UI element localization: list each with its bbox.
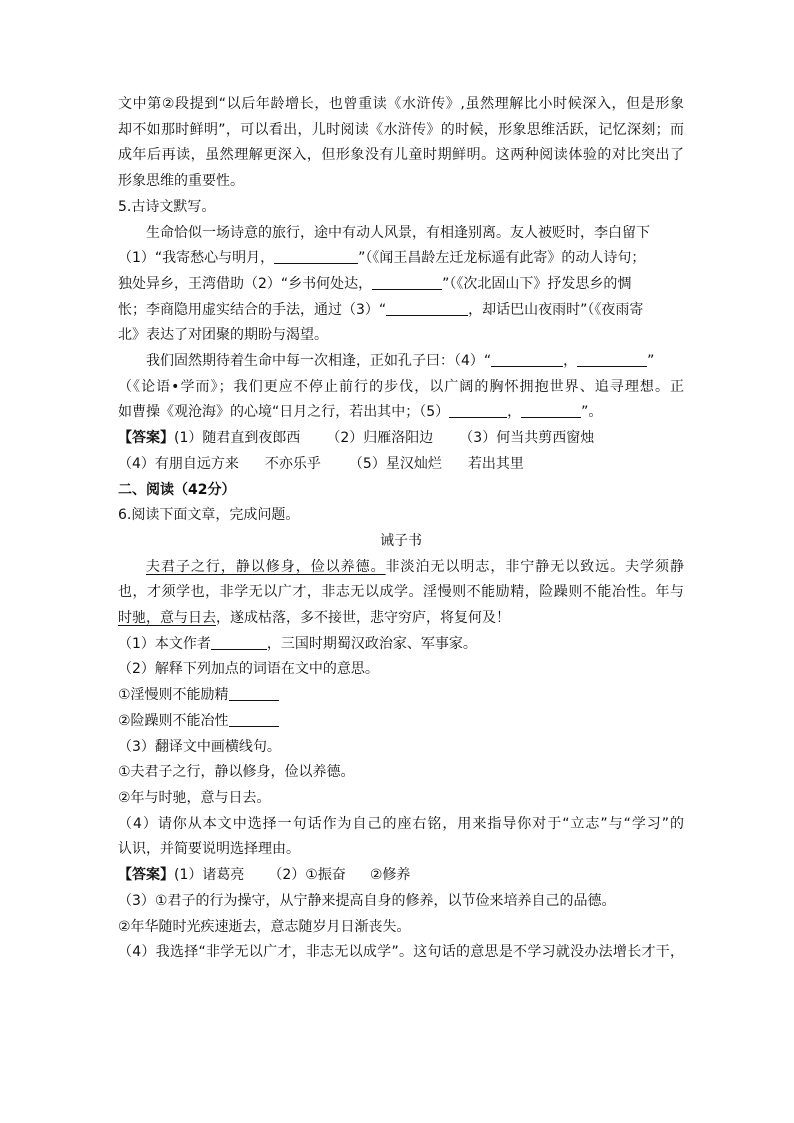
document-page [118, 92, 684, 966]
answer-line: ②年华随时光疾速逝去，意志随岁月日渐丧失。 [118, 918, 411, 935]
sub-question: （4）请你从本文中选择一句话作为自己的座右铭，用来指导你对于“立志”与“学习”的 [118, 815, 684, 832]
answer-label: 【答案】 [118, 430, 174, 447]
sub-question: ①淫慢则不能励精 [118, 683, 684, 709]
answer-line: （4）有朋自远方来 不亦乐乎 （5）星汉灿烂 若出其里 [118, 455, 524, 472]
fill-blank-word-1 [229, 686, 279, 701]
fill-blank-5b [521, 403, 581, 418]
sub-question: ①夫君子之行，静以修身，俭以养德。 [118, 764, 355, 781]
underlined-sentence: 夫君子之行，静以修身，俭以养德。 [146, 558, 386, 575]
sub-question: 认识，并简要说明选择理由。 [118, 841, 300, 858]
poem-text-line: 生命恰似一场诗意的旅行，途中有动人风景，有相逢别离。友人被贬时，李白留下 [146, 224, 650, 241]
poem-text-line: 怅；李商隐用虚实结合的手法，通过（3）“ ，却话巴山夜雨时”（《夜雨寄 [118, 301, 644, 318]
essay-line: 也，才须学也，非学无以广才，非志无以成学。淫慢则不能励精，险躁则不能冶性。年与 [118, 584, 684, 601]
poem-text-line: 北》表达了对团聚的期盼与渴望。 [118, 327, 328, 344]
poem-text-line: （1）“我寄愁心与明月， ”（《闻王昌龄左迁龙标遥有此寄》的动人诗句； [118, 250, 646, 267]
poem-text-line: （《论语•学而》；我们更应不停止前行的步伐，以广阔的胸怀拥抱世界、追寻理想。正 [118, 378, 684, 395]
essay-line: 夫君子之行，静以修身，俭以养德。非淡泊无以明志，非宁静无以致远。夫学须静 [146, 558, 685, 575]
sub-question: ②年与时驰，意与日去。 [118, 789, 271, 806]
question-6-title: 6.阅读下面文章，完成问题。 [118, 507, 300, 524]
paragraph-line: 文中第②段提到“以后年龄增长，也曾重读《水浒传》,虽然理解比小时候深入，但是形象 [118, 96, 684, 112]
answer-line: 【答案】(1）随君直到夜郎西 （2）归雁洛阳边 （3）何当共剪西窗烛 [118, 430, 595, 447]
fill-blank-author [211, 635, 267, 650]
paragraph-line: 形象思维的重要性。 [118, 173, 244, 190]
essay-line: 时驰，意与日去，遂成枯落，多不接世，悲守穷庐，将复何及！ [118, 610, 510, 627]
fill-blank-4a [491, 352, 563, 367]
section-heading: 二、阅读（42分） [118, 481, 236, 498]
fill-blank-2 [372, 275, 442, 290]
poem-text-line: 如曹操《观沧海》的心境“日月之行，若出其中；（5） ， ”。 [118, 404, 603, 421]
question-5-title: 5.古诗文默写。 [118, 198, 216, 215]
answer-line: （4）我选择“非学无以广才，非志无以成学”。这句话的意思是不学习就没办法增长才干， [118, 944, 684, 961]
fill-blank-3 [386, 301, 468, 316]
fill-blank-word-2 [229, 712, 279, 727]
underlined-sentence: 时驰，意与日去 [118, 610, 216, 627]
sub-question: （3）翻译文中画横线句。 [118, 738, 281, 755]
fill-blank-5a [449, 403, 507, 418]
answer-line: （3）①君子的行为操守，从宁静来提高自身的修养，以节俭来培养自己的品德。 [118, 892, 616, 909]
poem-text-line: 独处异乡，王湾借助（2）“乡书何处达， ”（《次北固山下》抒发思乡的惆 [118, 275, 632, 292]
essay-title: 诫子书 [380, 532, 422, 549]
fill-blank-1 [274, 249, 358, 264]
paragraph-line: 却不如那时鲜明”，可以看出，儿时阅读《水浒传》的时候，形象思维活跃，记忆深刻；而 [118, 121, 684, 138]
answer-line: 【答案】(1）诸葛亮 （2）①振奋 ②修养 [118, 867, 411, 884]
sub-question: ②险躁则不能冶性 [118, 709, 684, 735]
sub-question: （2）解释下列加点的词语在文中的意思。 [118, 661, 379, 678]
answer-label: 【答案】 [118, 867, 174, 884]
poem-text-line: 我们固然期待着生命中每一次相逢，正如孔子曰：（4）“ ， ” [146, 353, 655, 370]
paragraph-line: 成年后再读，虽然理解更深入，但形象没有儿童时期鲜明。这两种阅读体验的对比突出了 [118, 147, 684, 164]
sub-question: （1）本文作者 ，三国时期蜀汉政治家、军事家。 [118, 635, 477, 652]
fill-blank-4b [577, 352, 647, 367]
